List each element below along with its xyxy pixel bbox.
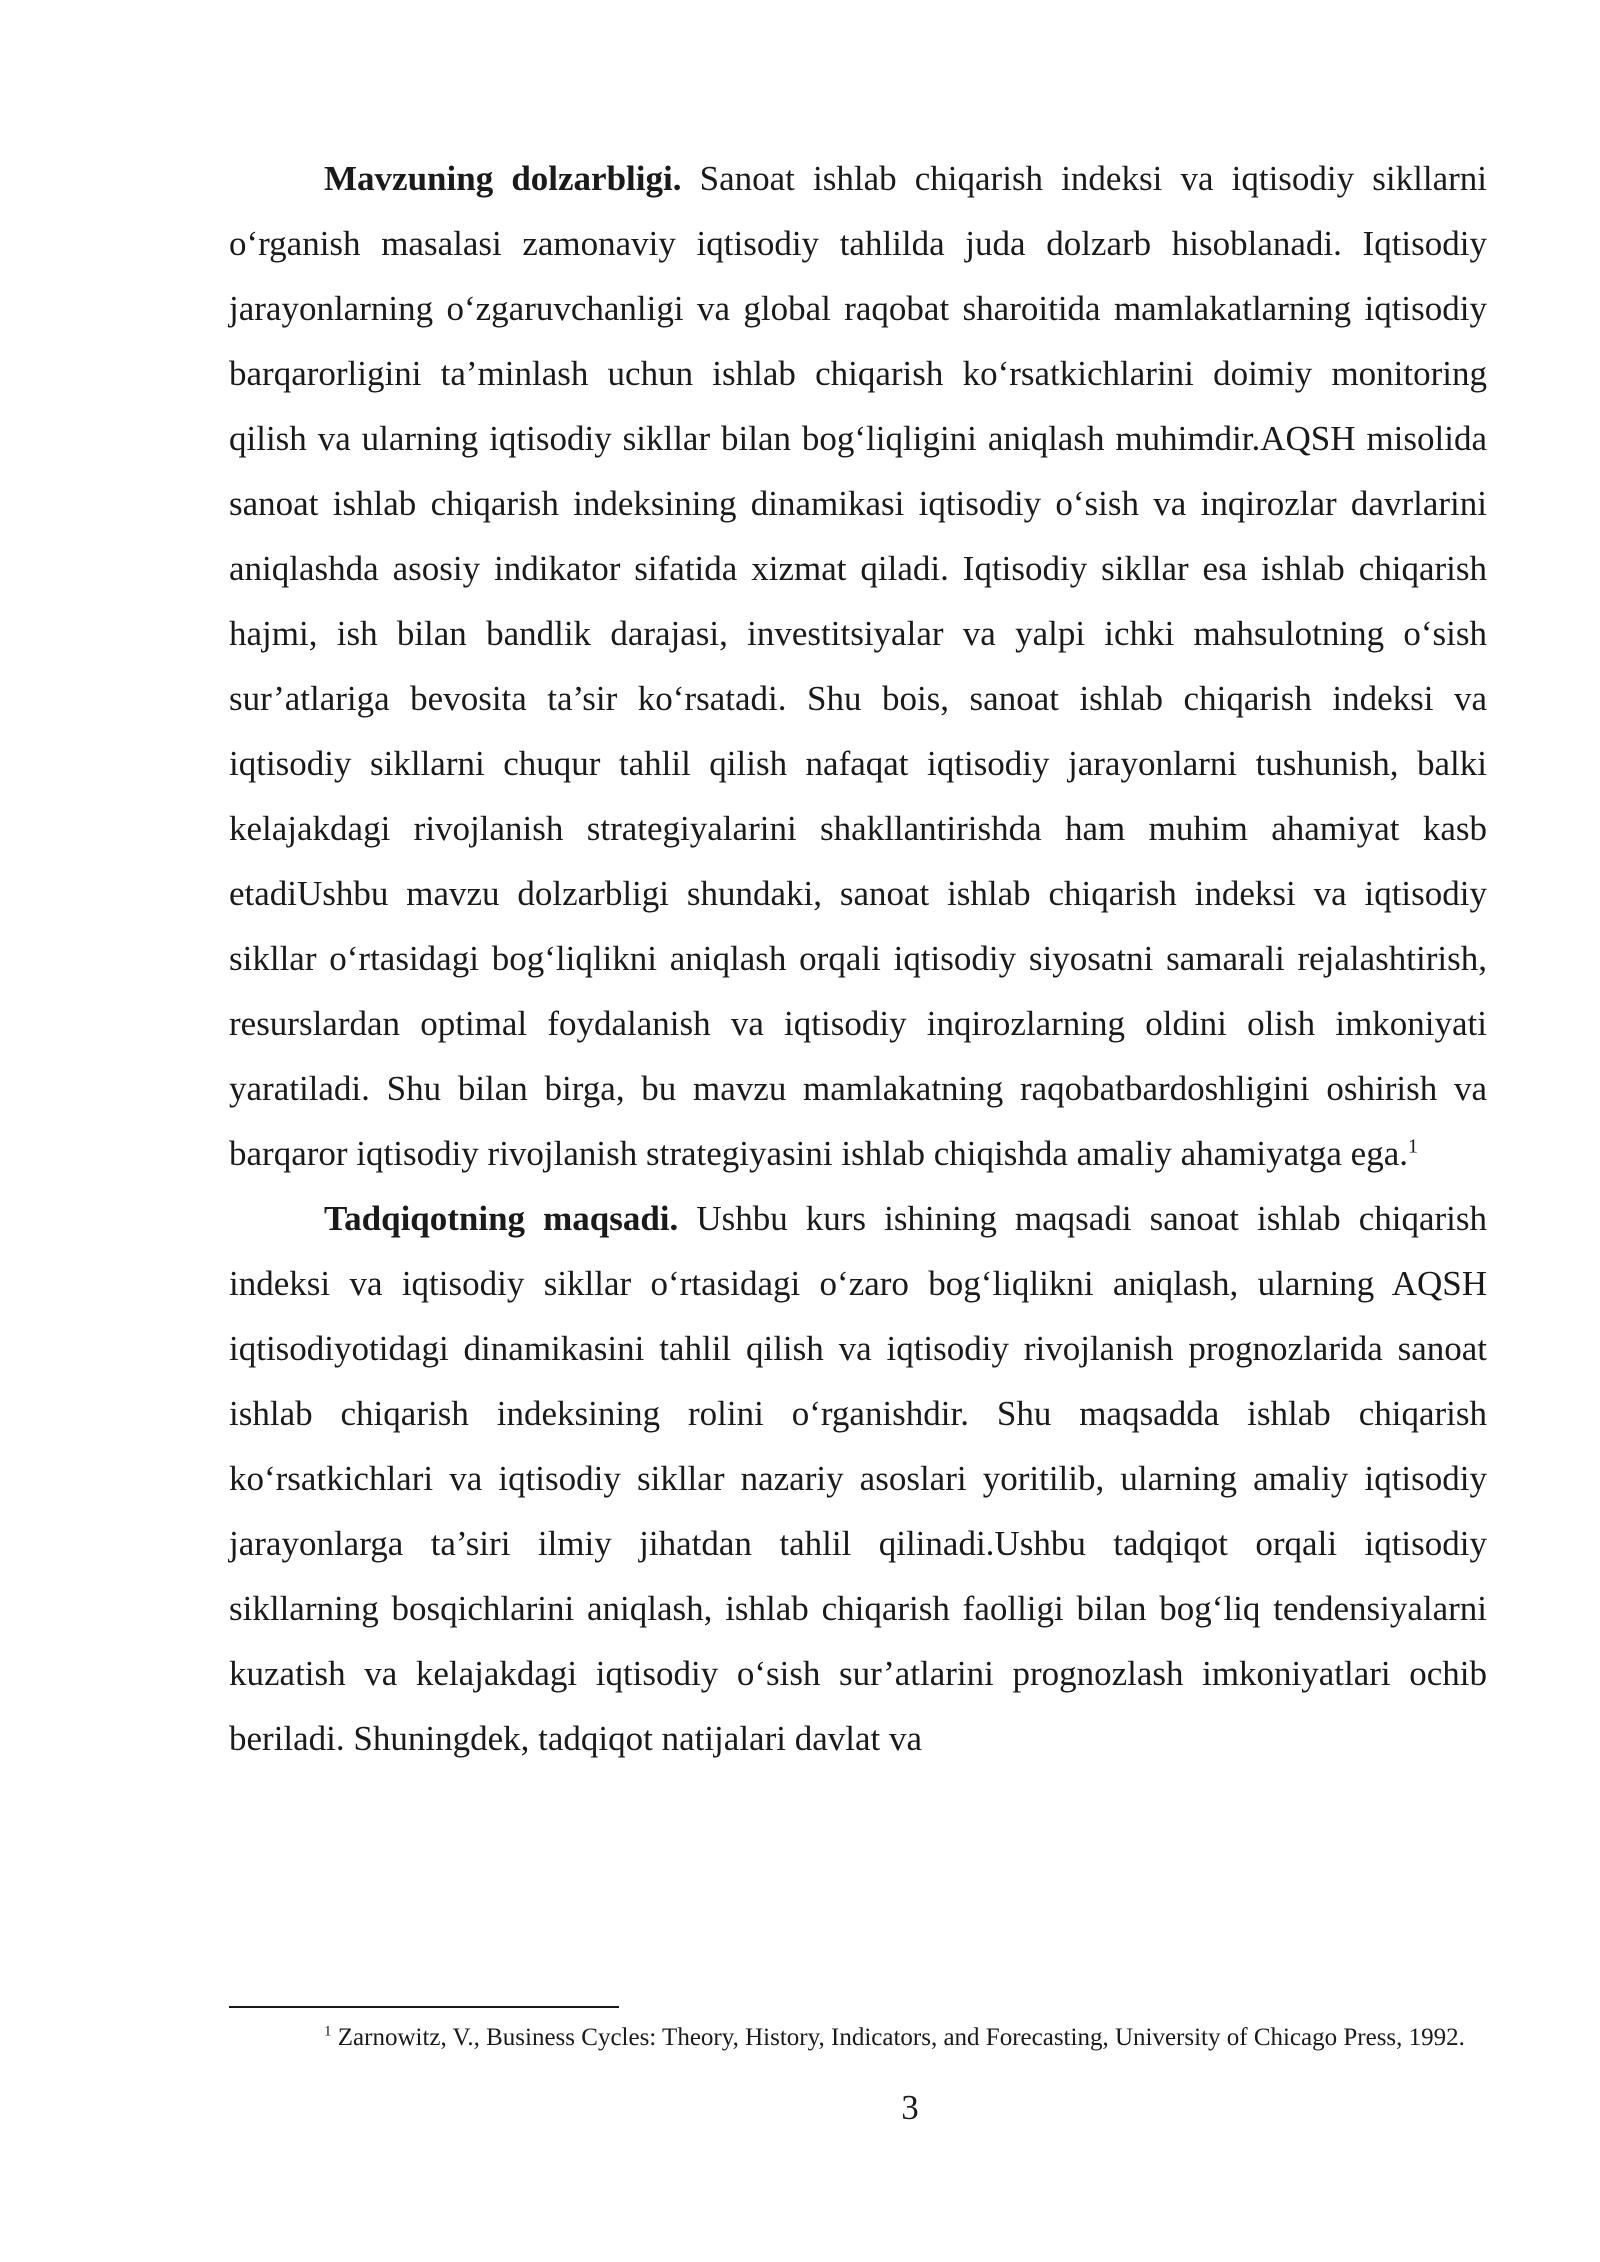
paragraph-body-relevance: Sanoat ishlab chiqarish indeksi va iqtisodiy sikllarni o‘rganish masalasi zamonaviy iqtisodiy tahlilda juda dolzarb hisoblanadi. Iqtisodiy jarayonlarning o‘zgaruvchanligi va global raqobat sharoitida mamlakatlarning iqtisodiy barqarorligini ta’minlash uchun ishlab chiqarish ko‘rsatkichlarini doimiy monitoring qilish va ularning iqtisodiy sikllar bilan bog‘liqligini aniqlash muhimdir.AQSH misolida sanoat ishlab chiqarish indeksining dinamikasi iqtisodiy o‘sish va inqirozlar davrlarini aniqlashda asosiy indikator sifatida xizmat qiladi. Iqtisodiy sikllar esa ishlab chiqarish hajmi, ish bilan bandlik darajasi, investitsiyalar va yalpi ichki mahsulotning o‘sish sur’atlariga bevosita ta’sir ko‘rsatadi. Shu bois, sanoat ishlab chiqarish indeksi va iqtisodiy sikllarni chuqur tahlil qilish nafaqat iqtisodiy jarayonlarni tushunish, balki kelajakdagi rivojlanish strategiyalarini shakllantirishda ham muhim ahamiyat kasb etadiUshbu mavzu dolzarbligi shundaki, sanoat ishlab chiqarish indeksi va iqtisodiy sikllar o‘rtasidagi bog‘liqlikni aniqlash orqali iqtisodiy siyosatni samarali rejalashtirish, resurslardan optimal foydalanish va iqtisodiy inqirozlarning oldini olish imkoniyati yaratiladi. Shu bilan birga, bu mavzu mamlakatning raqobatbardoshligini oshirish va barqaror iqtisodiy rivojlanish strategiyasini ishlab chiqishda amaliy ahamiyatga ega. [229,159,1487,1173]
paragraph-objective [229,1186,1487,1771]
paragraph-relevance [229,146,1487,1186]
footnote-reference[interactable]: 1 [1408,1135,1418,1158]
footnote [229,2022,1487,2054]
footnote-text: Zarnowitz, V., Business Cycles: Theory, History, Indicators, and Forecasting, University of Chicago Press, 1992. [331,2024,1465,2051]
footnote-marker: 1 [324,2023,332,2040]
paragraph-lead-relevance: Mavzuning dolzarbligi. [324,159,682,198]
paragraph-body-objective: Ushbu kurs ishining maqsadi sanoat ishlab chiqarish indeksi va iqtisodiy sikllar o‘rtasidagi o‘zaro bog‘liqlikni aniqlash, ularning AQSH iqtisodiyotidagi dinamikasini tahlil qilish va iqtisodiy rivojlanish prognozlarida sanoat ishlab chiqarish indeksining rolini o‘rganishdir. Shu maqsadda ishlab chiqarish ko‘rsatkichlari va iqtisodiy sikllar nazariy asoslari yoritilib, ularning amaliy iqtisodiy jarayonlarga ta’siri ilmiy jihatdan tahlil qilinadi.Ushbu tadqiqot orqali iqtisodiy sikllarning bosqichlarini aniqlash, ishlab chiqarish faolligi bilan bog‘liq tendensiyalarni kuzatish va kelajakdagi iqtisodiy o‘sish sur’atlarini prognozlash imkoniyatlari ochib beriladi. Shuningdek, tadqiqot natijalari davlat va [229,1199,1487,1758]
page-number: 3 [901,2088,919,2127]
paragraph-lead-objective: Tadqiqotning maqsadi. [324,1199,679,1238]
main-text [229,146,1487,1771]
footnote-separator [229,2006,619,2008]
